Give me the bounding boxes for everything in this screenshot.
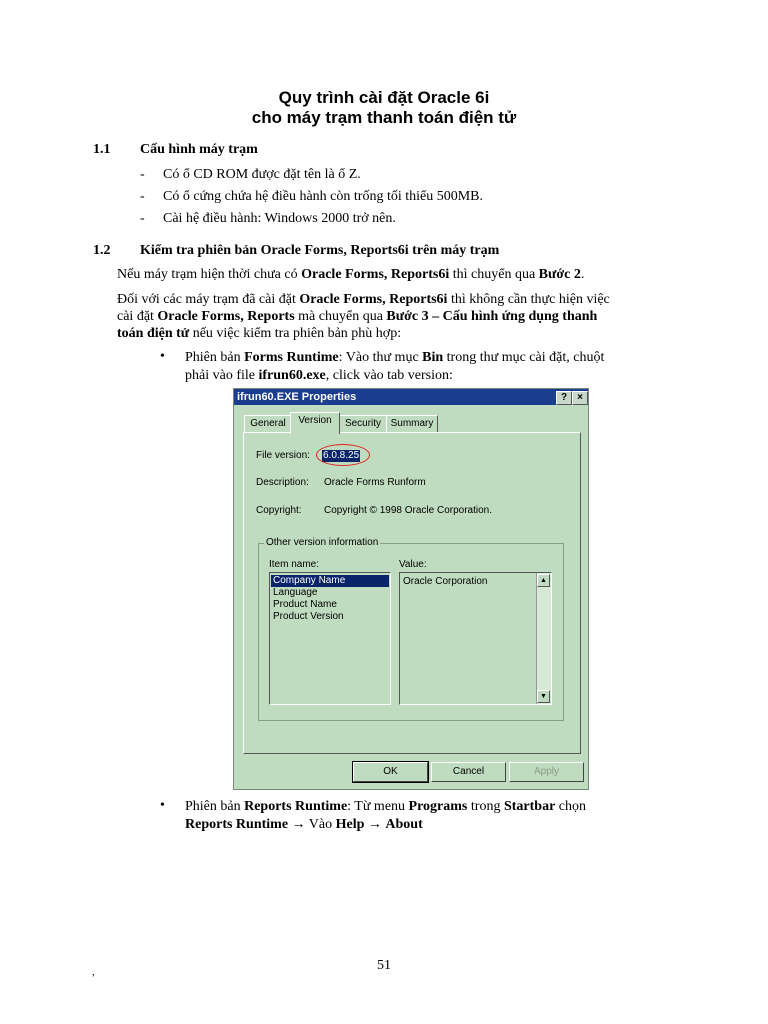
section1-item-3: Cài hệ điều hành: Windows 2000 trở nên. — [163, 211, 396, 226]
list-item-language[interactable]: Language — [273, 587, 318, 598]
list-item-product-name[interactable]: Product Name — [273, 599, 337, 610]
doc-title-line1: Quy trình cài đặt Oracle 6i — [278, 88, 490, 107]
value-box[interactable] — [399, 572, 552, 705]
section2-paragraph1: Nếu máy trạm hiện thời chưa có Oracle Forms, Reports6i thì chuyển qua Bước 2. — [117, 267, 585, 282]
list-item-product-version[interactable]: Product Version — [273, 611, 344, 622]
dash: - — [140, 167, 145, 182]
doc-title-line2: cho máy trạm thanh toán điện tử — [251, 108, 517, 127]
dialog-title: ifrun60.EXE Properties — [237, 391, 357, 403]
section1-number: 1.1 — [93, 142, 111, 157]
section1-item-1: Có ổ CD ROM được đặt tên là ổ Z. — [163, 167, 361, 182]
close-button[interactable]: × — [572, 391, 588, 405]
tab-summary[interactable]: Summary — [386, 415, 438, 433]
item-name-list[interactable] — [269, 572, 391, 705]
value-label: Value: — [399, 559, 427, 570]
section2-paragraph2-line3: toán điện tử nếu việc kiểm tra phiên bản phù hợp: — [117, 326, 402, 341]
highlight-circle — [316, 444, 370, 466]
description-label: Description: — [256, 477, 309, 488]
page-number: 51 — [377, 958, 391, 973]
value-text: Oracle Corporation — [403, 576, 488, 587]
bullet1-line2: phải vào file ifrun60.exe, click vào tab version: — [185, 368, 453, 383]
section2-number: 1.2 — [93, 243, 111, 258]
file-version-value[interactable]: 6.0.8.25 — [323, 450, 360, 461]
tab-general[interactable]: General — [244, 415, 292, 433]
bullet: • — [160, 349, 165, 364]
tab-version[interactable]: Version — [290, 412, 340, 434]
dash: - — [140, 189, 145, 204]
bullet2-line2: Reports Runtime → Vào Help → About — [185, 817, 423, 832]
section1-heading: Cấu hình máy trạm — [140, 142, 258, 157]
help-button[interactable]: ? — [556, 391, 572, 405]
bullet1-line1: Phiên bản Forms Runtime: Vào thư mục Bin trong thư mục cài đặt, chuột — [185, 350, 605, 365]
copyright-label: Copyright: — [256, 505, 302, 516]
copyright-value: Copyright © 1998 Oracle Corporation. — [324, 505, 493, 516]
properties-dialog — [233, 388, 589, 790]
footer-mark: , — [92, 966, 95, 978]
apply-button[interactable]: Apply — [509, 762, 584, 782]
list-item-company-name[interactable]: Company Name — [271, 575, 389, 587]
tab-security[interactable]: Security — [338, 415, 388, 433]
ok-button[interactable]: OK — [353, 762, 428, 782]
version-info-group-label: Other version information — [266, 537, 379, 548]
section2-paragraph2-line2: cài đặt Oracle Forms, Reports mà chuyển qua Bước 3 – Cấu hình ứng dụng thanh — [117, 309, 598, 324]
section2-paragraph2-line1: Đối với các máy trạm đã cài đặt Oracle Forms, Reports6i thì không cần thực hiện việc — [117, 292, 610, 307]
scroll-up-icon[interactable]: ▲ — [537, 574, 550, 587]
item-name-label: Item name: — [269, 559, 320, 570]
bullet2-line1: Phiên bản Reports Runtime: Từ menu Programs trong Startbar chọn — [185, 799, 586, 814]
cancel-button[interactable]: Cancel — [431, 762, 506, 782]
description-value: Oracle Forms Runform — [324, 477, 426, 488]
section2-heading: Kiểm tra phiên bản Oracle Forms, Reports6i trên máy trạm — [140, 243, 500, 258]
value-scrollbar[interactable] — [536, 573, 551, 704]
dash: - — [140, 211, 145, 226]
bullet: • — [160, 798, 165, 813]
dialog-title-bar — [234, 389, 588, 405]
section1-item-2: Có ổ cứng chứa hệ điều hành còn trống tối thiểu 500MB. — [163, 189, 484, 204]
file-version-label: File version: — [256, 450, 310, 461]
scroll-down-icon[interactable]: ▼ — [537, 690, 550, 703]
